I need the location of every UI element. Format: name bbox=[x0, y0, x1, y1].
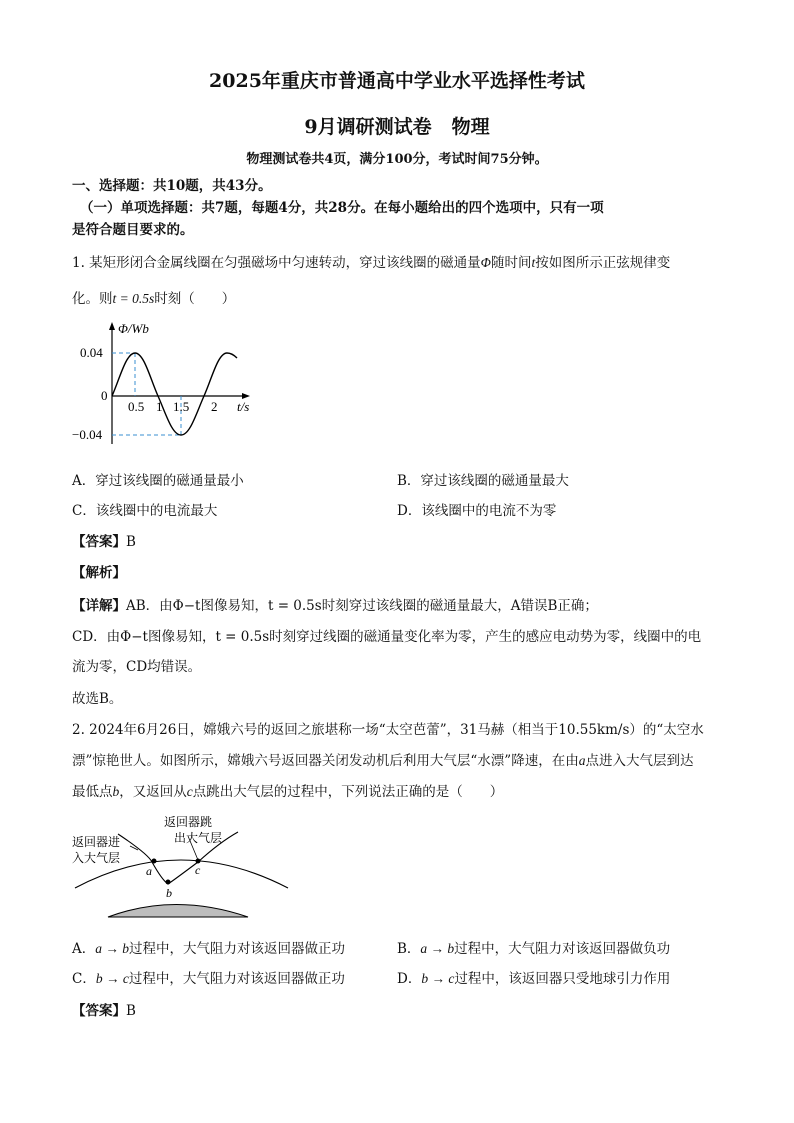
label-enter-2: 入大气层 bbox=[72, 851, 121, 865]
q1-option-b[interactable]: B．穿过该线圈的磁通量最大 bbox=[397, 473, 569, 489]
section-heading: 一、选择题：共10题，共43分。 bbox=[72, 178, 272, 194]
exam-info: 物理测试卷共4页，满分100分，考试时间75分钟。 bbox=[246, 152, 548, 167]
sub-section-heading-line1: （一）单项选择题：共7题，每题4分，共28分。在每小题给出的四个选项中，只有一项 bbox=[80, 200, 604, 216]
q1-line2: 化。则t = 0.5s时刻（ ） bbox=[72, 291, 236, 307]
q1-option-c[interactable]: C．该线圈中的电流最大 bbox=[72, 503, 218, 519]
point-a-label: a bbox=[146, 864, 152, 878]
label-enter-1: 返回器进 bbox=[72, 835, 121, 849]
q1-answer: 【答案】B bbox=[72, 534, 136, 550]
q2-option-d[interactable]: D．b → c过程中，该返回器只受地球引力作用 bbox=[397, 971, 671, 987]
label-exit-2: 出大气层 bbox=[174, 831, 223, 845]
y-axis-label: Φ/Wb bbox=[118, 321, 149, 336]
q1-flux-graph bbox=[72, 318, 272, 453]
y-tick-neg-0.04: −0.04 bbox=[72, 427, 103, 442]
x-tick-1.5: 1.5 bbox=[173, 399, 190, 414]
q1-conclusion: 故选B。 bbox=[72, 691, 123, 707]
q2-trajectory-figure bbox=[70, 810, 295, 922]
q1-detail-line1: 【详解】AB．由Φ−t图像易知，t = 0.5s时刻穿过该线圈的磁通量最大，A错误B正确； bbox=[72, 598, 598, 614]
q1-detail-line2: CD．由Φ−t图像易知，t = 0.5s时刻穿过线圈的磁通量变化率为零，产生的感应电动势为零，线圈中的电 bbox=[72, 629, 702, 645]
q1-detail-line3: 流为零，CD均错误。 bbox=[72, 659, 202, 675]
x-tick-0.5: 0.5 bbox=[128, 399, 145, 414]
subtitle-part1: 9月调研测试卷 bbox=[304, 116, 432, 138]
label-exit-1: 返回器跳 bbox=[164, 815, 213, 829]
q1-line1: 1. 某矩形闭合金属线圈在匀强磁场中匀速转动，穿过该线圈的磁通量Φ随时间t按如图所示正弦规律变 bbox=[72, 255, 671, 271]
q2-option-c[interactable]: C．b → c过程中，大气阻力对该返回器做正功 bbox=[72, 971, 345, 987]
q1-option-a[interactable]: A．穿过该线圈的磁通量最小 bbox=[72, 473, 244, 489]
x-tick-1: 1 bbox=[156, 399, 163, 414]
q2-answer: 【答案】B bbox=[72, 1003, 136, 1019]
subtitle-part2: 物理 bbox=[451, 116, 490, 138]
point-b-label: b bbox=[166, 886, 172, 900]
point-a-dot bbox=[152, 859, 157, 864]
x-tick-2: 2 bbox=[211, 399, 218, 414]
q2-line1: 2. 2024年6月26日，嫦娥六号的返回之旅堪称一场“太空芭蕾”，31马赫（相当于10.55km/s）的“太空水 bbox=[72, 722, 704, 738]
q2-option-a[interactable]: A．a → b过程中，大气阻力对该返回器做正功 bbox=[72, 941, 345, 957]
q2-option-b[interactable]: B．a → b过程中，大气阻力对该返回器做负功 bbox=[397, 941, 671, 957]
q1-analysis-label: 【解析】 bbox=[72, 565, 126, 581]
exam-title: 2025年重庆市普通高中学业水平选择性考试 bbox=[209, 70, 585, 92]
q2-line3: 最低点b，又返回从c点跳出大气层的过程中，下列说法正确的是（ ） bbox=[72, 784, 504, 800]
y-tick-0.04: 0.04 bbox=[80, 345, 103, 360]
q1-option-d[interactable]: D．该线圈中的电流不为零 bbox=[397, 503, 557, 519]
point-b-dot bbox=[166, 880, 171, 885]
flux-sine-curve bbox=[112, 353, 237, 435]
point-c-label: c bbox=[195, 863, 201, 877]
exam-subtitle bbox=[0, 112, 794, 139]
sub-section-heading-line2: 是符合题目要求的。 bbox=[72, 222, 194, 238]
q2-line2: 漂”惊艳世人。如图所示，嫦娥六号返回器关闭发动机后利用大气层“水漂”降速，在由a点进入大气层到达 bbox=[72, 753, 694, 769]
x-axis-label: t/s bbox=[237, 399, 250, 414]
y-tick-0: 0 bbox=[101, 388, 108, 403]
earth-surface bbox=[108, 905, 248, 918]
